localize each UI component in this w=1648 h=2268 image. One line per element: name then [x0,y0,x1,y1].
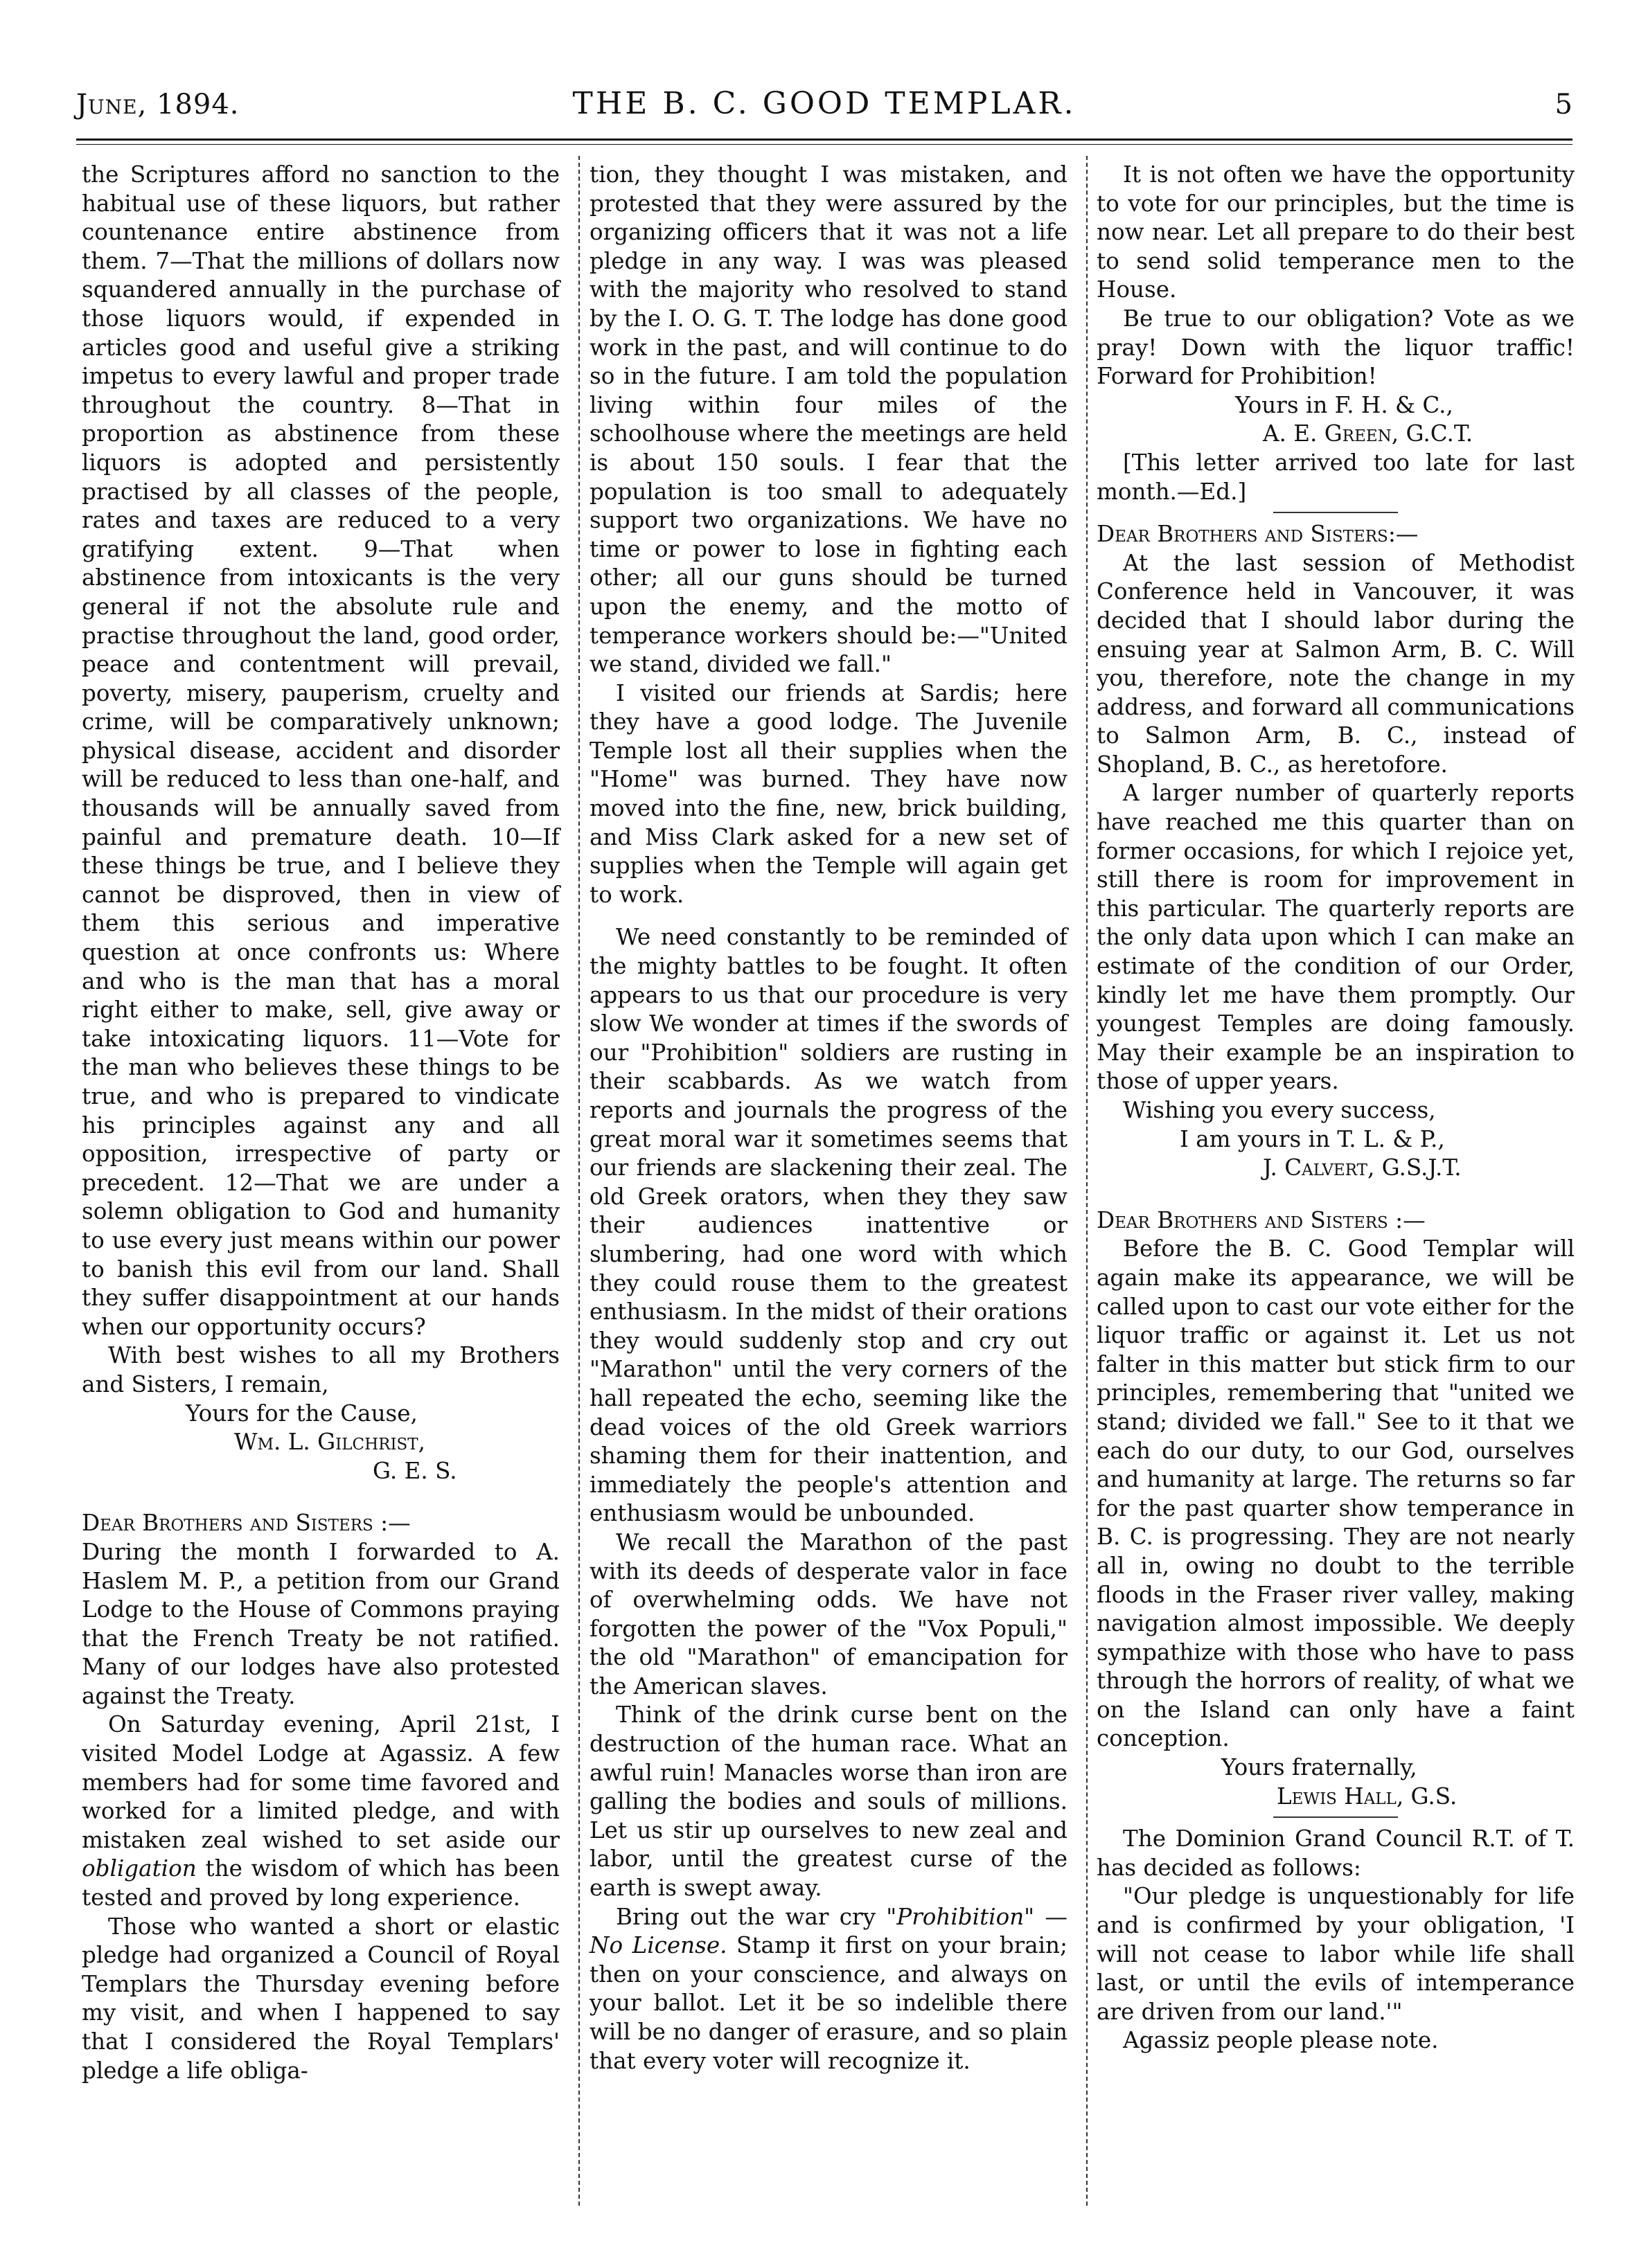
signature-title: G. E. S. [373,1457,457,1484]
paragraph: Those who wanted a short or elastic pledge had organized a Council of Royal Templars the Thursday evening before my visit, and when I happened to say that I considered the Royal Templars' pledge a life obliga- [82,1913,560,2084]
page-number: 5 [1554,89,1572,120]
quotation: "Our pledge is unquestionably for life and is confirmed by your obligation, 'I will not cease to labor while life shall last, or until the evils of intemperance are driven from our land.'" [1097,1883,1575,2025]
closing: I am yours in T. L. & P., [1180,1125,1445,1152]
column-divider [578,156,580,2206]
salutation: Dear Brothers and Sisters:— [1097,521,1419,548]
italic-text: "Prohibition" —No License. [590,1903,1068,1959]
paragraph [590,1903,1067,2076]
signature-name: Wm. L. Gilchrist, [234,1429,425,1456]
paragraph: It is not often we have the opportunity to vote for our principles, but the time is now near. Let all prepare to do their best to send solid temperance men to the House. [1097,161,1575,303]
column-divider [1086,156,1088,2206]
signature: A. E. Green, G.C.T. [1263,420,1473,447]
paragraph: tion, they thought I was mistaken, and protested that they were assured by the organizing officers that it was not a life pledge in any way. I was was pleased with the majority who resolved to stand by the I. O. G. T. The lodge has done good work in the past, and will continue to do so in the future. I am told the population living within four miles of the schoolhouse where the meetings are held is about 150 souls. I fear that the population is too small to adequately support two organizations. We have no time or power to lose in fighting each other; all our guns should be turned upon the enemy, and the motto of temperance workers should be:—"United we stand, divided we fall." [590,161,1067,678]
publication-title: THE B. C. GOOD TEMPLAR. [572,86,1076,121]
paragraph: At the last session of Methodist Conference held in Vancouver, it was decided that I should labor during the ensuing year at Salmon Arm, B. C. Will you, therefore, note the change in my address, and forward all communications to Salmon Arm, B. C., instead of Shopland, B. C., as heretofore. [1097,549,1575,778]
text-span: the wisdom of which has been tested and proved by long experience. [82,1855,560,1911]
paragraph: Wishing you every success, [1123,1097,1436,1123]
closing: Yours fraternally, [1221,1754,1417,1781]
signature: J. Calvert, G.S.J.T. [1263,1154,1462,1181]
paragraph: The Dominion Grand Council R.T. of T. has decided as follows: [1097,1825,1575,1881]
column-1 [82,161,560,2085]
text-span: Stamp it first on your brain; then on your conscience, and always on your ballot. Let it be so indelible there will be no danger of erasure, and so plain that every voter will recognize it. [590,1932,1067,2074]
editor-note: [This letter arrived too late for last month.—Ed.] [1097,449,1575,505]
closing: Yours in F. H. & C., [1235,391,1453,418]
paragraph: Agassiz people please note. [1123,2027,1439,2054]
page-header [76,83,1572,139]
text-span: Bring out the war cry [616,1903,876,1930]
closing: Yours for the Cause, [186,1400,418,1427]
paragraph: Think of the drink curse bent on the destruction of the human race. What an awful ruin! Manacles worse than iron are galling the bodies and souls of millions. Let us stir up ourselves to new zeal and labor, until the greatest curse of the earth is swept away. [590,1702,1067,1902]
paragraph: We need constantly to be reminded of the mighty battles to be fought. It often appears to us that our procedure is very slow We wonder at times if the swords of our "Prohibition" soldiers are rusting in their scabbards. As we watch from reports and journals the progress of the great moral war it sometimes seems that our friends are slackening their zeal. The old Greek orators, when they they saw their audiences inattentive or slumbering, had one word with which they could rouse them to the greatest enthusiasm. In the midst of their orations they would suddenly stop and cry out "Marathon" until the very corners of the hall repeated the echo, seeming like the dead voices of the old Greek warriors shaming them for their inattention, and immediately the people's attention and enthusiasm would be unbounded. [590,924,1067,1527]
header-rule [76,139,1572,145]
text-span: On Saturday evening, April 21st, I visited Model Lodge at Agassiz. A few members had for some time favored and worked for a limited pledge, and with mistaken zeal wished to set aside our [82,1711,560,1853]
paragraph: Be true to our obligation? Vote as we pray! Down with the liquor traffic! Forward for Prohibition! [1097,305,1575,390]
paragraph: the Scriptures afford no sanction to the habitual use of these liquors, but rather countenance entire abstinence from them. 7—That the millions of dollars now squandered annually in the purchase of those liquors would, if expended in articles good and useful give a striking impetus to every lawful and proper trade throughout the country. 8—That in proportion as abstinence from these liquors is adopted and persistently practised by all classes of the people, rates and taxes are reduced to a very gratifying extent. 9—That when abstinence from intoxicants is the very general if not the absolute rule and practise throughout the land, good order, peace and contentment will prevail, poverty, misery, pauperism, cruelty and crime, will be comparatively unknown; physical disease, accident and disorder will be reduced to less than one-half, and thousands will be annually saved from painful and premature death. 10—If these things be true, and I believe they cannot be disproved, then in view of them this serious and imperative question at once confronts us: Where and who is the man that has a moral right either to make, sell, give away or take intoxicating liquors. 11—Vote for the man who believes these things to be true, and who is prepared to vindicate his principles against any and all opposition, irrespective of party or precedent. 12—That we are under a solemn obligation to God and humanity to use every just means within our power to banish this evil from our land. Shall they suffer disappointment at our hands when our opportunity occurs? [82,161,560,1340]
italic-text: obligation [82,1855,197,1882]
paragraph: Before the B. C. Good Templar will again make its appearance, we will be called upon to cast our vote either for the liquor traffic or against it. Let us not falter in this matter but stick firm to our principles, remembering that "united we stand; divided we fall." See to it that we each do our duty, to our God, ourselves and humanity at large. The returns so far for the past quarter show temperance in B. C. is progressing. They are not nearly all in, owing no doubt to the terrible floods in the Fraser river valley, making navigation almost impossible. We deeply sympathize with those who have to pass through the horrors of reality, of what we on the Island can only have a faint conception. [1097,1235,1575,1752]
salutation: Dear Brothers and Sisters :— [1097,1206,1426,1233]
paragraph: A larger number of quarterly reports have reached me this quarter than on former occasions, for which I rejoice yet, still there is room for improvement in this particular. The quarterly reports are the only data upon which I can make an estimate of the condition of our Order, kindly let me have them promptly. Our youngest Temples are doing famously. May their example be an inspiration to those of upper years. [1097,780,1575,1095]
section-divider [1273,512,1398,513]
signature: Lewis Hall, G.S. [1277,1783,1457,1810]
paragraph: We recall the Marathon of the past with its deeds of desperate valor in face of overwhelming odds. We have not forgotten the power of the "Vox Populi," the old "Marathon" of emancipation for the American slaves. [590,1528,1067,1699]
paragraph [82,1711,560,1912]
column-2 [590,161,1067,2075]
section-divider [1273,1816,1398,1818]
issue-date: June, 1894. [76,89,240,120]
paragraph: With best wishes to all my Brothers and Sisters, I remain, [82,1342,560,1398]
salutation: Dear Brothers and Sisters :— [82,1510,411,1537]
column-3 [1097,161,1575,2055]
paragraph: I visited our friends at Sardis; here they have a good lodge. The Juvenile Temple lost all their supplies when the "Home" was burned. They have now moved into the fine, new, brick building, and Miss Clark asked for a new set of supplies when the Temple will again get to work. [590,679,1067,908]
paragraph: During the month I forwarded to A. Haslem M. P., a petition from our Grand Lodge to the House of Commons praying that the French Treaty be not ratified. Many of our lodges have also protested against the Treaty. [82,1538,560,1709]
